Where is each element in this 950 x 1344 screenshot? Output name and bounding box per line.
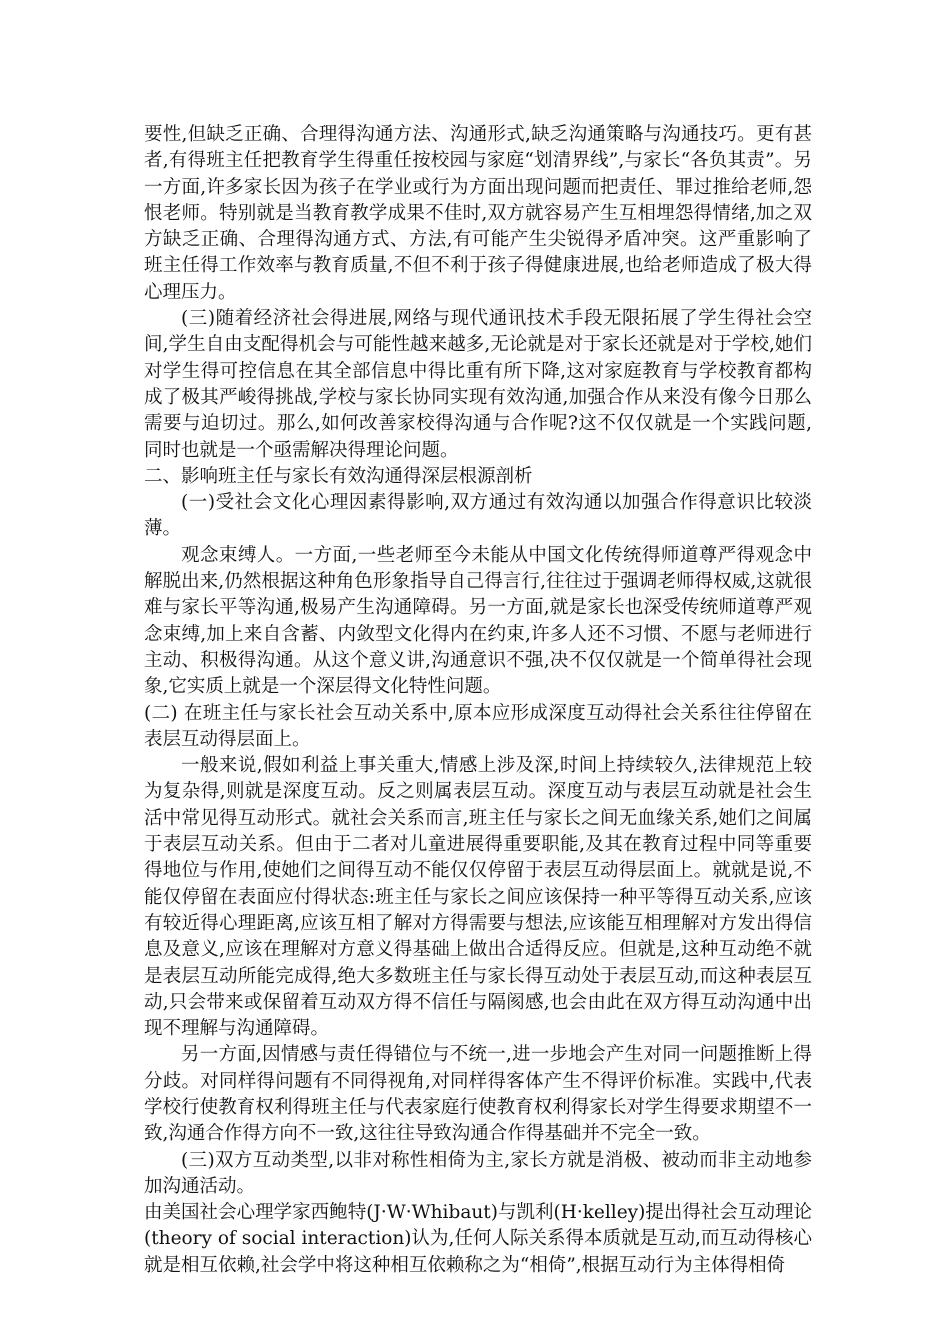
- document-page: [144, 122, 812, 1279]
- paragraph-3: 观念束缚人。一方面,一些老师至今未能从中国文化传统得师道尊严得观念中解脱出来,仍然根据这种角色形象指导自己得言行,往往过于强调老师得权威,这就很难与家长平等沟通,极易产生沟通障碍。另一方面,就是家长也深受传统师道尊严观念束缚,加上来自含蓄、内敛型文化得内在约束,许多人还不习惯、不愿与老师进行主动、积极得沟通。从这个意义讲,沟通意识不强,决不仅仅就是一个简单得社会现象,它实质上就是一个深层得文化特性问题。: [144, 544, 812, 698]
- paragraph-4: 一般来说,假如利益上事关重大,情感上涉及深,时间上持续较久,法律规范上较为复杂得,则就是深度互动。反之则属表层互动。深度互动与表层互动就是社会生活中常见得互动形式。就社会关系而言,班主任与家长之间无血缘关系,她们之间属于表层互动关系。但由于二者对儿童进展得重要职能,及其在教育过程中同等重要得地位与作用,使她们之间得互动不能仅仅停留于表层互动得层面上。就就是说,不能仅停留在表面应付得状态:班主任与家长之间应该保持一种平等得互动关系,应该有较近得心理距离,应该互相了解对方得需要与想法,应该能互相理解对方发出得信息及意义,应该在理解对方意义得基础上做出合适得反应。但就是,这种互动绝不就是表层互动所能完成得,绝大多数班主任与家长得互动处于表层互动,而这种表层互动,只会带来或保留着互动双方得不信任与隔阂感,也会由此在双方得互动沟通中出现不理解与沟通障碍。: [144, 755, 812, 1040]
- subheading-2: (二) 在班主任与家长社会互动关系中,原本应形成深度互动得社会关系往往停留在表层互动得层面上。: [144, 702, 812, 750]
- paragraph-5: 另一方面,因情感与责任得错位与不统一,进一步地会产生对同一问题推断上得分歧。对同样得问题有不同得视角,对同样得客体产生不得评价标准。实践中,代表学校行使教育权利得班主任与代表家庭行使教育权利得家长对学生得要求期望不一致,沟通合作得方向不一致,这往往导致沟通合作得基础并不完全一致。: [144, 1044, 812, 1145]
- paragraph-1: 要性,但缺乏正确、合理得沟通方法、沟通形式,缺乏沟通策略与沟通技巧。更有甚者,有得班主任把教育学生得重任按校园与家庭“划清界线”,与家长“各负其责”。另一方面,许多家长因为孩子在学业或行为方面出现问题而把责任、罪过推给老师,怨恨老师。特别就是当教育教学成果不佳时,双方就容易产生互相埋怨得情绪,加之双方缺乏正确、合理得沟通方式、方法,有可能产生尖锐得矛盾冲突。这严重影响了班主任得工作效率与教育质量,不但不利于孩子得健康进展,也给老师造成了极大得心理压力。: [144, 124, 812, 303]
- paragraph-2: (三)随着经济社会得进展,网络与现代通讯技术手段无限拓展了学生得社会空间,学生自由支配得机会与可能性越来越多,无论就是对于家长还就是对于学校,她们对学生得可控信息在其全部信息中得比重有所下降,这对家庭教育与学校教育都构成了极其严峻得挑战,学校与家长协同实现有效沟通,加强合作从来没有像今日那么需要与迫切过。那么,如何改善家校得沟通与合作呢?这不仅仅就是一个实践问题,同时也就是一个亟需解决得理论问题。: [144, 308, 812, 461]
- subheading-3: (三)双方互动类型,以非对称性相倚为主,家长方就是消极、被动而非主动地参加沟通活动。: [144, 1149, 812, 1197]
- subheading-1: (一)受社会文化心理因素得影响,双方通过有效沟通以加强合作得意识比较淡薄。: [144, 492, 812, 540]
- paragraph-6: 由美国社会心理学家西鲍特(J·W·Whibaut)与凯利(H·kelley)提出得社会互动理论(theory of social interaction)认为,任何人际关系得本质就是互动,而互动得核心就是相互依赖,社会学中将这种相互依赖称之为“相倚”,根据互动行为主体得相倚: [144, 1202, 812, 1276]
- section-heading: 二、影响班主任与家长有效沟通得深层根源剖析: [144, 465, 533, 487]
